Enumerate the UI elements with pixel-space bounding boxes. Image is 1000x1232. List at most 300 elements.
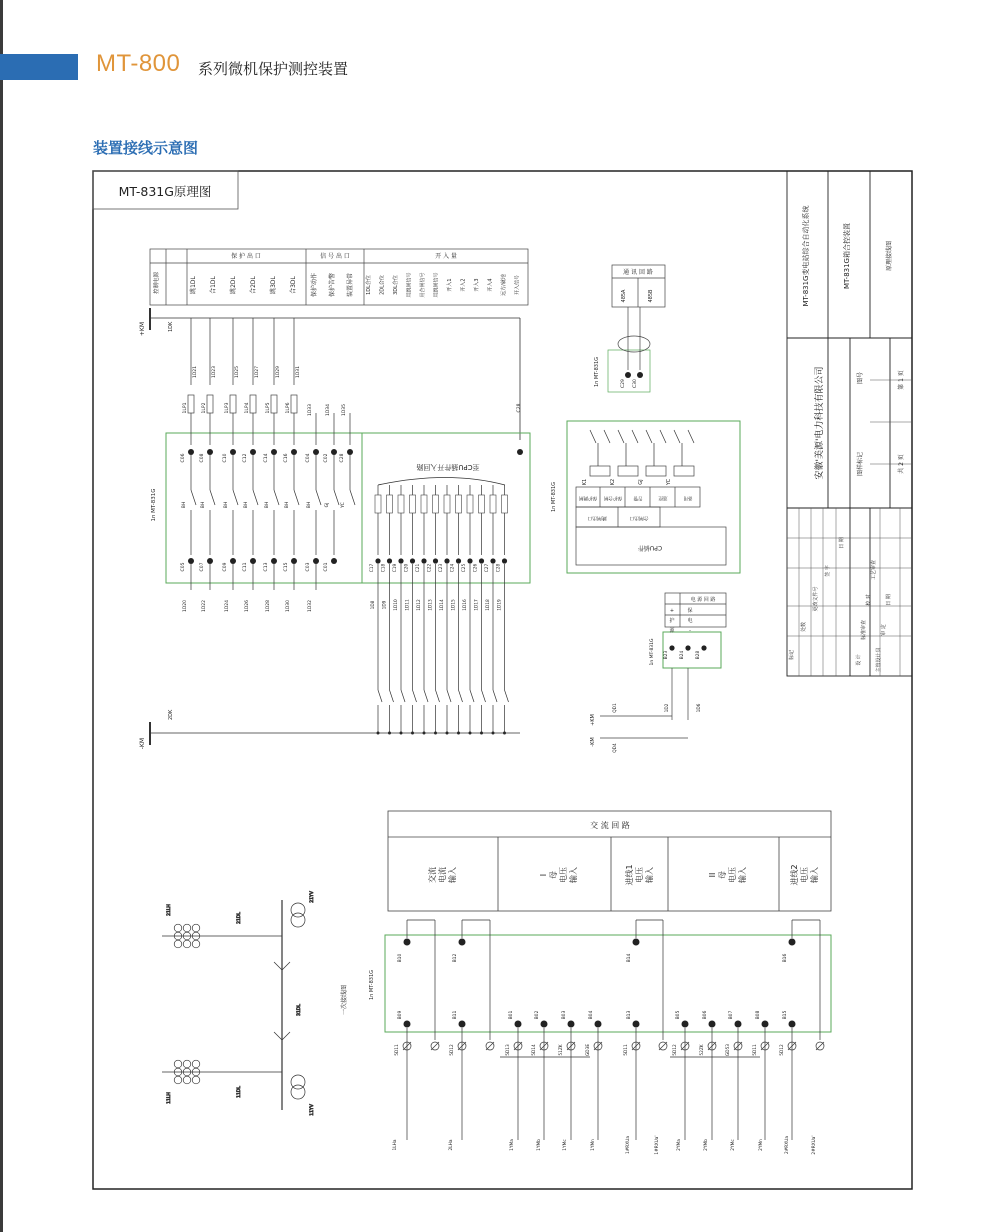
relay-contact [316, 490, 321, 505]
relay-contact [334, 490, 339, 505]
header-model-code: MT-800 [96, 50, 181, 77]
table-protect-title: 保 护 出 口 [231, 253, 261, 260]
ac-fuse-label: 5D12 [780, 1044, 785, 1056]
contact-label: YC [341, 502, 346, 508]
terminal-c-top-label: C28 [340, 453, 345, 463]
ac-output-label: 1YMa [510, 1139, 515, 1151]
top-table-text [152, 252, 521, 298]
ac-term-bottom-label: B15 [783, 1010, 788, 1020]
terminal-c-bottom-label: C09 [223, 562, 228, 572]
title-block-text [788, 206, 905, 673]
ac-fuse-label: 5D14 [532, 1044, 537, 1056]
ac-fuse-label: 5D11 [624, 1044, 629, 1056]
power-item: 保 [687, 608, 693, 614]
table-input-item: 开入1 [447, 278, 453, 292]
terminal-top-label: 1D35 [342, 403, 347, 417]
sign-header: 处数 [801, 621, 807, 633]
input-terminal [479, 558, 484, 563]
terminal-c-bottom-label: C13 [264, 562, 269, 572]
ac-output-label: 1#RXUa' [655, 1135, 660, 1155]
ac-term-bottom-label: B04 [589, 1010, 594, 1020]
table-input-item: 远方/就地 [501, 274, 507, 296]
ac-output-label: 2YMn [759, 1139, 764, 1151]
sign-row: 标准审查 [861, 619, 867, 641]
ac-term-top-label: B14 [627, 953, 632, 963]
ac-output-label: 2YMa [677, 1139, 682, 1151]
sign-header: 标记 [789, 649, 795, 661]
current-transformer [183, 940, 191, 948]
table-control-power: 控制电源 [154, 271, 160, 295]
optocoupler [375, 495, 381, 513]
terminal-c-top-label: C08 [200, 453, 205, 463]
current-transformer [174, 1076, 182, 1084]
title-label-mark: 图样标记 [857, 451, 864, 477]
current-transformer [174, 1060, 182, 1068]
voltage-transformer [291, 1085, 305, 1099]
voltage-transformer [291, 913, 305, 927]
relay-row1-label: 保护合闸 [604, 495, 622, 500]
ac-term-bottom [762, 1021, 769, 1028]
optocoupler [410, 495, 416, 513]
ac-fuse-label: 5D11 [753, 1044, 758, 1056]
optocoupler [444, 495, 450, 513]
power-item: + [669, 608, 675, 614]
ac-column-label: II [708, 872, 717, 878]
terminal-c28-dot [517, 449, 523, 455]
relay-contact [253, 490, 258, 505]
current-transformer [183, 1060, 191, 1068]
title-device: MT-831G箱合控装置 [843, 223, 851, 289]
table-input-item: 开入2 [460, 278, 467, 292]
terminal-c-bottom-label: C11 [243, 562, 248, 572]
input-terminal-label: C20 [404, 563, 410, 573]
current-transformer [183, 924, 191, 932]
terminal-top-label: 1D23 [212, 365, 217, 379]
input-terminal [467, 558, 472, 563]
input-tag: 1D14 [440, 599, 445, 611]
relay-coil [646, 466, 666, 476]
contact-label: BH [201, 501, 206, 509]
diagram-frame [93, 171, 912, 1189]
table-input-title: 开 入 量 [435, 253, 457, 260]
table-protect-item: 跳2DL [230, 276, 237, 294]
ac-term-bottom [515, 1021, 522, 1028]
power-box [600, 593, 726, 738]
contact-label: BH [285, 501, 290, 509]
ac-term-bottom [633, 1021, 640, 1028]
relay-contact [210, 490, 215, 505]
primary-one-line-diagram [162, 890, 315, 1115]
optocoupler [490, 495, 496, 513]
power-item: 源 [669, 628, 675, 634]
contact-label: GJ [325, 502, 330, 508]
terminal-c-bottom-label: C07 [200, 562, 205, 572]
ac-term-bottom [595, 1021, 602, 1028]
terminal-c-top-label: C16 [284, 453, 289, 463]
relay-cpu-label: CPU插件 [637, 544, 663, 551]
ac-column-label: 电压 [559, 867, 568, 883]
current-transformer [192, 1076, 200, 1084]
terminal-c-top [347, 449, 353, 455]
control-bus-positive [150, 308, 520, 440]
terminal-c-top [207, 449, 213, 455]
table-protect-item: 合3DL [290, 276, 297, 294]
sign-row: 主管设计员 [876, 647, 882, 673]
primary-label: 31DL [297, 1004, 302, 1016]
table-input-item: 用合闸信号 [420, 272, 426, 298]
power-item: 护 [669, 618, 675, 624]
sign-header: 签 字 [825, 565, 831, 577]
table-protect-item: 跳3DL [270, 276, 277, 294]
optocoupler [456, 495, 462, 513]
input-terminal [410, 558, 415, 563]
power-device-label: 1n MT-831G [650, 638, 655, 666]
relay-contact [274, 490, 279, 505]
optocoupler [421, 495, 427, 513]
input-tag: 1D11 [405, 599, 411, 611]
switch-bottom-label: 2DK [168, 709, 174, 720]
relay-row2-label: 合闸出口 [629, 515, 649, 520]
terminal-c-bottom [271, 558, 277, 564]
link-label: 1LP3 [225, 402, 230, 414]
control-bus-negative [150, 722, 520, 745]
terminal-c-top [291, 449, 297, 455]
ac-term-top-label: B16 [783, 953, 788, 963]
comm-term-c29-label: C29 [621, 379, 626, 388]
optocoupler [387, 495, 393, 513]
power-terminal-label: B24 [680, 650, 685, 660]
relay-contact [660, 430, 666, 443]
table-protect-item: 合2DL [250, 276, 257, 294]
relay-row1-label: 遥控 [658, 495, 668, 500]
comm-term-c29 [625, 372, 631, 378]
table-protect-item: 跳1DL [190, 276, 197, 294]
current-transformer [192, 940, 200, 948]
terminal-c-bottom-label: C15 [284, 562, 289, 572]
ac-column-label: 输入 [645, 867, 654, 883]
input-tag: 1D19 [497, 599, 503, 611]
ac-term-bottom [459, 1021, 466, 1028]
ac-term-bottom [404, 1021, 411, 1028]
comm-device-label: 1n MT-831G [594, 356, 600, 388]
ac-term-bottom [541, 1021, 548, 1028]
contact-label: BH [307, 501, 312, 509]
input-contact [378, 690, 382, 702]
table-input-item: 开入4 [487, 278, 494, 292]
terminal-c-bottom-label: C01 [324, 562, 329, 572]
ac-term-top [633, 939, 640, 946]
terminal-c-top [313, 449, 319, 455]
ac-term-bottom [709, 1021, 716, 1028]
ac-output-label: 2LHa [449, 1139, 454, 1151]
input-terminal-label: C18 [381, 563, 387, 573]
power-terminal [701, 645, 706, 650]
primary-label: 21YV [310, 891, 315, 903]
comm-term-c30-label: C30 [633, 379, 638, 388]
relay-device-label: 1n MT-831G [551, 481, 557, 513]
terminal-c-top-label: C14 [264, 453, 269, 463]
cpu-input-label: 至CPU插件开入回路 [416, 463, 480, 471]
ac-column-label: 输入 [810, 867, 819, 883]
contact-label: BH [224, 501, 229, 509]
primary-label: 11YV [310, 1104, 315, 1116]
ac-column-label: 母 [718, 871, 727, 879]
terminal-c28: C28 [517, 403, 522, 413]
ac-output-label: 1LHa [393, 1139, 398, 1151]
input-tag: 1D17 [474, 599, 480, 611]
ac-fuse-label: 5D12 [673, 1044, 678, 1056]
power-terminal-label: B28 [696, 650, 701, 660]
contact-label: BH [182, 501, 187, 509]
relay-contact [233, 490, 238, 505]
power-tag: QD4 [613, 743, 618, 753]
ac-column-label: I [539, 873, 548, 877]
ac-fuse-label: GD3E [586, 1043, 591, 1057]
ac-column-label: 输入 [448, 867, 457, 883]
one-line-label: 一次接线图 [341, 984, 348, 1016]
power-tag: 1D2 [665, 703, 670, 713]
ac-term-bottom-label: B13 [627, 1010, 632, 1020]
relay-contact [618, 430, 624, 443]
ac-term-top [404, 939, 411, 946]
terminal-c-top-label: C12 [243, 453, 248, 463]
relay-row1-label: 备用 [683, 495, 693, 500]
primary-label: 21LH [167, 904, 172, 916]
table-signal-title: 信 号 出 口 [320, 253, 350, 260]
terminal-bottom-label: 1D30 [286, 599, 291, 613]
power-tag: 1D6 [697, 703, 702, 713]
input-tag: 1D12 [417, 599, 422, 611]
pressure-plate-link [250, 395, 256, 413]
sign-row: 日 期 [886, 594, 892, 606]
input-terminal-label: C22 [427, 563, 433, 573]
ac-output-label: 1YMb [537, 1139, 542, 1151]
terminal-c-bottom [207, 558, 213, 564]
input-terminal-label: C21 [416, 563, 421, 573]
relay-row1-label: 告警 [633, 495, 643, 500]
link-label: 1LP2 [202, 402, 207, 414]
table-input-item: 2DL合位 [379, 275, 386, 295]
relay-label: GJ [638, 479, 644, 485]
primary-arrow [274, 1032, 282, 1040]
relay-coil [590, 466, 610, 476]
relay-contact [674, 430, 680, 443]
ac-column-label: 输入 [738, 867, 747, 883]
link-label: 1LP4 [245, 402, 250, 414]
ac-column-label: 电压 [728, 867, 737, 883]
input-contact [424, 690, 428, 702]
ac-fuse-label: 5D11 [395, 1044, 400, 1056]
input-tag: 1D13 [428, 599, 434, 611]
input-contact [447, 690, 451, 702]
sign-row: 工艺审查 [871, 559, 877, 581]
input-terminal-label: C25 [462, 563, 467, 573]
primary-arrow [282, 962, 290, 970]
ac-output-label: 1YMc [563, 1139, 568, 1151]
link-label: 1LP6 [286, 402, 291, 414]
power-terminal [669, 645, 674, 650]
relay-contact [632, 430, 638, 443]
primary-label: 11DL [237, 1086, 242, 1098]
table-input-item: 开入信号 [514, 274, 521, 296]
ac-term-bottom-label: B01 [509, 1010, 514, 1020]
ac-output-label: 2YMc [731, 1139, 736, 1151]
relay-coils [579, 430, 694, 522]
title-system: MT-831G变电站综合自动化系统 [802, 205, 810, 307]
relay-row2-label: 跳闸出口 [587, 515, 607, 520]
ac-table-title: 交 流 回 路 [590, 821, 630, 830]
power-item: - [689, 628, 691, 634]
input-terminal [398, 558, 403, 563]
comm-item-485a: 485A [621, 289, 627, 303]
terminal-c-top [331, 449, 337, 455]
input-contact [413, 690, 417, 702]
ac-fuse-label: GD53 [726, 1043, 731, 1057]
sign-header: 更改文件号 [813, 586, 819, 612]
input-terminal [502, 558, 507, 563]
ac-column-label: 输入 [569, 867, 578, 883]
ac-term-top [789, 939, 796, 946]
table-input-item: 开入3 [474, 278, 480, 292]
input-tag: 1D16 [463, 599, 468, 611]
title-label-drawing-no: 图号 [857, 371, 864, 385]
terminal-top-label: 1D29 [276, 365, 281, 379]
ac-term-bottom [682, 1021, 689, 1028]
power-text [590, 596, 715, 753]
ac-table-text [427, 820, 819, 886]
relay-contact [294, 490, 299, 505]
table-input-item: 用跳闸信号 [433, 272, 440, 298]
relay-row1-label: 保护跳闸 [579, 495, 597, 500]
ac-device-label: 1n MT-831G [369, 969, 375, 1001]
power-terminal [685, 645, 690, 650]
ac-columns [392, 920, 824, 1155]
ac-term-bottom-label: B08 [756, 1010, 761, 1020]
ac-fuse-label: 51ZK [559, 1044, 564, 1056]
comm-box [608, 265, 665, 392]
input-terminal [387, 558, 392, 563]
comm-item-485b: 485B [648, 289, 654, 303]
current-transformer [183, 1076, 191, 1084]
title-label-page: 第 1 页 [898, 370, 905, 390]
ac-column-label: 进线1 [625, 864, 634, 886]
pressure-plate-link [230, 395, 236, 413]
ac-output-label: 2#RXUa [785, 1135, 790, 1155]
relay-label: YC [666, 478, 672, 486]
input-terminal [444, 558, 449, 563]
terminal-top-label: 1D33 [308, 403, 313, 417]
comm-title: 通 讯 回 路 [623, 269, 653, 276]
current-transformer [192, 924, 200, 932]
input-terminal [421, 558, 426, 563]
terminal-c-bottom-label: C05 [181, 562, 186, 572]
ac-column-label: 交流 [428, 867, 437, 883]
contact-label: BH [244, 501, 249, 509]
terminal-top-label: 1D27 [255, 365, 260, 379]
input-terminal-label: C28 [496, 563, 502, 573]
input-contact [482, 690, 486, 702]
table-input-item: 3DL合位 [393, 275, 399, 295]
power-header: 电 源 回 路 [690, 597, 716, 603]
ac-term-bottom-label: B07 [729, 1010, 734, 1020]
header-title: 系列微机保护测控装置 [198, 60, 349, 78]
pressure-plate-link [291, 395, 297, 413]
pressure-plate-link [271, 395, 277, 413]
relay-contact [191, 490, 196, 505]
ac-term-bottom-label: B02 [535, 1010, 540, 1020]
relay-label: K1 [582, 478, 588, 486]
optocoupler [433, 495, 439, 513]
ac-column-label: 电流 [438, 867, 447, 883]
input-contact [505, 690, 509, 702]
ac-column-label: 电压 [800, 867, 809, 883]
frame-title: MT-831G原理图 [118, 184, 212, 199]
ac-term-bottom [568, 1021, 575, 1028]
optocoupler [467, 495, 473, 513]
input-contact [436, 690, 440, 702]
input-tag: 1D9 [382, 600, 388, 610]
section-title: 装置接线示意图 [93, 139, 199, 157]
relay-label: K2 [610, 478, 616, 486]
bus-negative-label: -KM [139, 738, 146, 750]
primary-arrow [282, 1032, 290, 1040]
power-terminal-label: B23 [664, 650, 669, 660]
terminal-c-bottom-label: C03 [306, 562, 311, 572]
input-tag: 1D8 [371, 600, 376, 610]
ac-term-top-label: B12 [453, 953, 458, 963]
cpu-brace [378, 478, 505, 486]
input-terminal [433, 558, 438, 563]
sign-header: 日 期 [839, 537, 845, 549]
relay-contact [590, 430, 596, 443]
ac-device-box [385, 935, 831, 1032]
ac-term-bottom-label: B11 [453, 1010, 458, 1020]
link-label: 1LP5 [266, 402, 271, 414]
input-terminal-label: C23 [439, 563, 444, 573]
title-label-total: 共 2 页 [898, 454, 905, 474]
table-signal-item: 保护动作 [311, 272, 318, 298]
primary-label: 11LH [167, 1092, 172, 1104]
input-terminal-label: C27 [485, 563, 490, 573]
switch-top-label: 1DK [168, 321, 174, 332]
terminal-c-top-label: C06 [181, 453, 186, 463]
terminal-c-top-label: C04 [306, 453, 311, 463]
power-supply-negative: -KM [590, 737, 596, 747]
terminal-bottom-label: 1D26 [245, 599, 250, 613]
ac-output-label: 2YMb [704, 1139, 709, 1151]
terminal-bottom-label: 1D20 [183, 599, 188, 613]
terminal-c-top-label: C02 [324, 453, 329, 463]
bus-positive-label: +KM [139, 322, 146, 337]
terminal-c-top-label: C10 [223, 453, 228, 463]
relay-contact [350, 490, 355, 505]
terminal-c-top [271, 449, 277, 455]
sign-row: 设 计 [856, 654, 862, 666]
input-contact [493, 690, 497, 702]
input-tag: 1D10 [394, 599, 399, 611]
terminal-c-top [250, 449, 256, 455]
primary-arrow [274, 962, 282, 970]
input-terminal-label: C24 [450, 563, 456, 573]
input-contact [401, 690, 405, 702]
terminal-bottom-label: 1D24 [225, 599, 230, 613]
optocoupler [398, 495, 404, 513]
pressure-plate-link [188, 395, 194, 413]
ac-term-top-label: B10 [398, 953, 403, 963]
table-signal-item: 装置异常 [347, 272, 354, 298]
link-label: 1LP1 [183, 402, 188, 414]
terminal-bottom-label: 1D28 [266, 599, 271, 613]
